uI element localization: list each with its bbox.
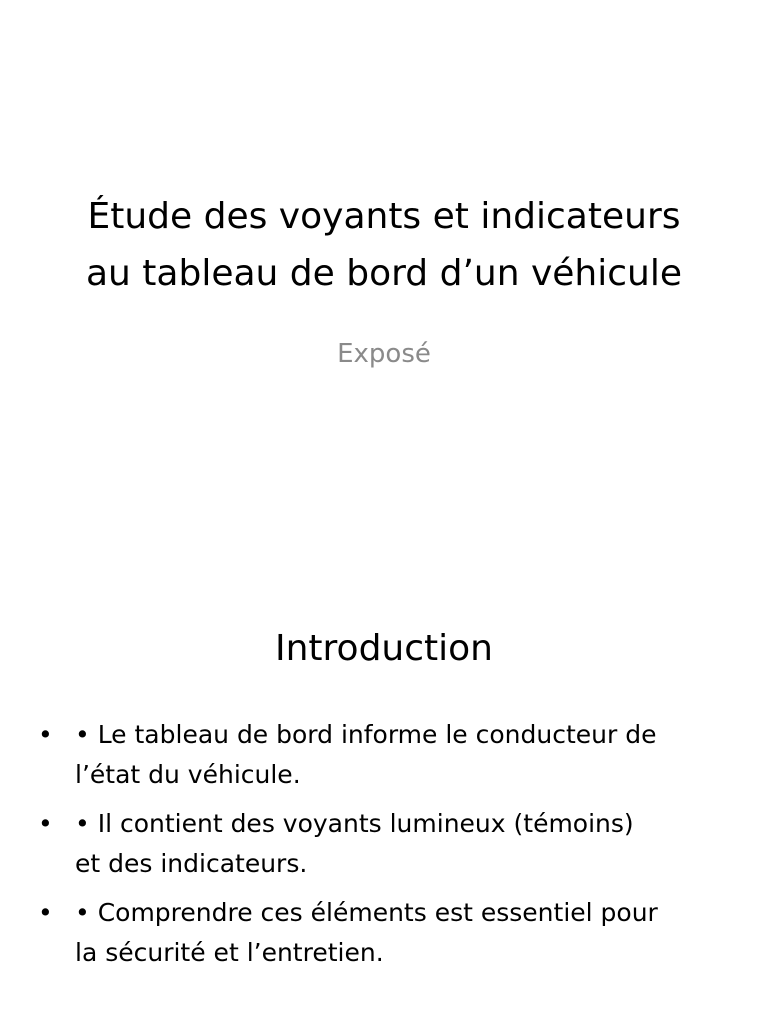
bullet-item: [38, 715, 738, 795]
bullet-marker: •: [38, 898, 53, 927]
introduction-heading: Introduction: [274, 628, 493, 669]
slide-title-line-1: Étude des voyants et indicateurs: [87, 196, 681, 237]
bullet-text-line: • Le tableau de bord informe le conducteur de: [75, 720, 657, 749]
introduction-slide: [0, 576, 768, 1024]
bullet-marker: •: [38, 809, 53, 838]
slide-title: [40, 188, 728, 302]
slide-subtitle: Exposé: [337, 339, 431, 369]
slide-title-line-2: au tableau de bord d’un véhicule: [85, 253, 682, 294]
bullet-item: [38, 804, 738, 884]
bullet-item: [38, 893, 738, 973]
bullet-text-line: • Il contient des voyants lumineux (témoins): [75, 809, 634, 838]
bullet-list: [38, 715, 738, 982]
bullet-text-line: l’état du véhicule.: [75, 760, 301, 789]
bullet-text-line: la sécurité et l’entretien.: [75, 938, 384, 967]
bullet-text-line: • Comprendre ces éléments est essentiel pour: [75, 898, 658, 927]
bullet-text-line: et des indicateurs.: [75, 849, 308, 878]
bullet-marker: •: [38, 720, 53, 749]
